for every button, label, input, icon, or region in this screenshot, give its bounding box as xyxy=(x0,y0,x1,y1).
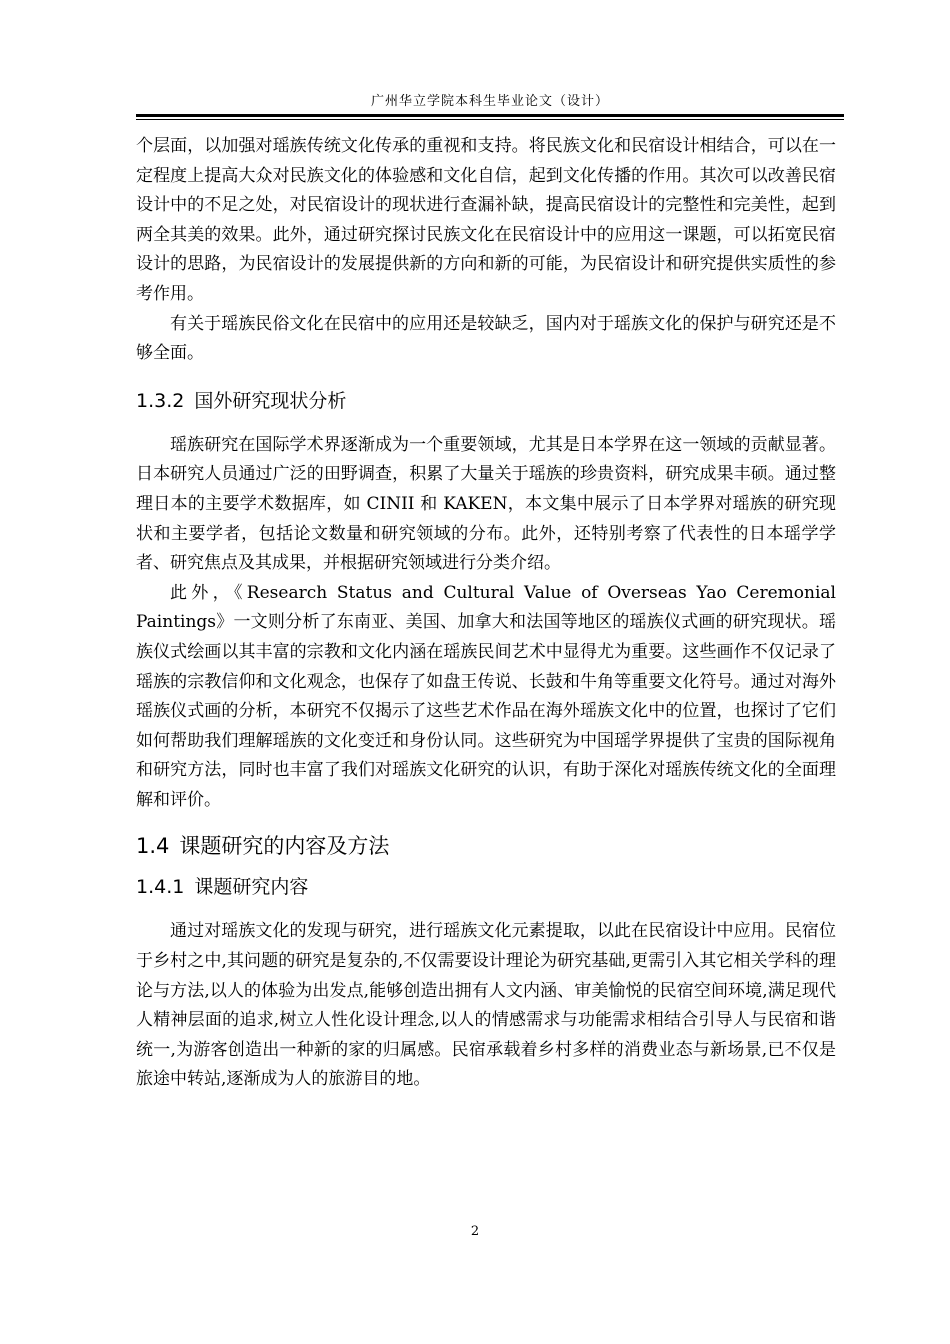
heading-title: 课题研究的内容及方法 xyxy=(179,834,390,859)
document-body xyxy=(136,132,836,1095)
heading-title: 课题研究内容 xyxy=(194,876,309,899)
heading-1-4-1 xyxy=(136,875,836,899)
header-rule-thin xyxy=(136,119,844,120)
paragraph-4: 此外，《Research Status and Cultural Value of Overseas Yao Ceremonial Paintings》一文则分析了东南亚、美国、加拿大和法国等地区的瑶族仪式画的研究现状。瑶族仪式绘画以其丰富的宗教和文化内涵在瑶族民间艺术中显得尤为重要。这些画作不仅记录了瑶族的宗教信仰和文化观念，也保存了如盘王传说、长鼓和牛角等重要文化符号。通过对海外瑶族仪式画的分析，本研究不仅揭示了这些艺术作品在海外瑶族文化中的位置，也探讨了它们如何帮助我们理解瑶族的文化变迁和身份认同。这些研究为中国瑶学界提供了宝贵的国际视角和研究方法，同时也丰富了我们对瑶族文化研究的认识，有助于深化对瑶族传统文化的全面理解和评价。 xyxy=(136,582,836,810)
paragraph-2: 有关于瑶族民俗文化在民宿中的应用还是较缺乏，国内对于瑶族文化的保护与研究还是不够全面。 xyxy=(136,313,836,364)
paragraph-1: 个层面，以加强对瑶族传统文化传承的重视和支持。将民族文化和民宿设计相结合，可以在一定程度上提高大众对民族文化的体验感和文化自信，起到文化传播的作用。其次可以改善民宿设计中的不足之处，对民宿设计的现状进行查漏补缺，提高民宿设计的完整性和完美性，起到两全其美的效果。此外，通过研究探讨民族文化在民宿设计中的应用这一课题，可以拓宽民宿设计的思路，为民宿设计的发展提供新的方向和新的可能，为民宿设计和研究提供实质性的参考作用。 xyxy=(136,136,836,304)
paragraph-3: 瑶族研究在国际学术界逐渐成为一个重要领域，尤其是日本学界在这一领域的贡献显著。日本研究人员通过广泛的田野调查，积累了大量关于瑶族的珍贵资料，研究成果丰硕。通过整理日本的主要学术数据库，如 CINII 和 KAKEN，本文集中展示了日本学界对瑶族的研究现状和主要学者，包括论文数量和研究领域的分布。此外，还特别考察了代表性的日本瑶学学者、研究焦点及其成果，并根据研究领域进行分类介绍。 xyxy=(136,434,836,574)
heading-1-3-2 xyxy=(136,389,836,413)
page-number: 2 xyxy=(470,1224,480,1239)
heading-title: 国外研究现状分析 xyxy=(194,389,347,412)
heading-1-4 xyxy=(136,833,836,859)
header-rule-thick xyxy=(136,114,844,117)
heading-number: 1.4.1 xyxy=(136,876,185,899)
heading-number: 1.4 xyxy=(136,834,170,859)
heading-number: 1.3.2 xyxy=(136,389,185,412)
paragraph-5: 通过对瑶族文化的发现与研究，进行瑶族文化元素提取，以此在民宿设计中应用。民宿位于乡村之中,其问题的研究是复杂的,不仅需要设计理论为研究基础,更需引入其它相关学科的理论与方法,以人的体验为出发点,能够创造出拥有人文内涵、审美愉悦的民宿空间环境,满足现代人精神层面的追求,树立人性化设计理念,以人的情感需求与功能需求相结合引导人与民宿和谐统一,为游客创造出一种新的家的归属感。民宿承载着乡村多样的消费业态与新场景,已不仅是旅途中转站,逐渐成为人的旅游目的地。 xyxy=(136,921,836,1090)
page-header: 广州华立学院本科生毕业论文（设计） xyxy=(370,94,609,109)
